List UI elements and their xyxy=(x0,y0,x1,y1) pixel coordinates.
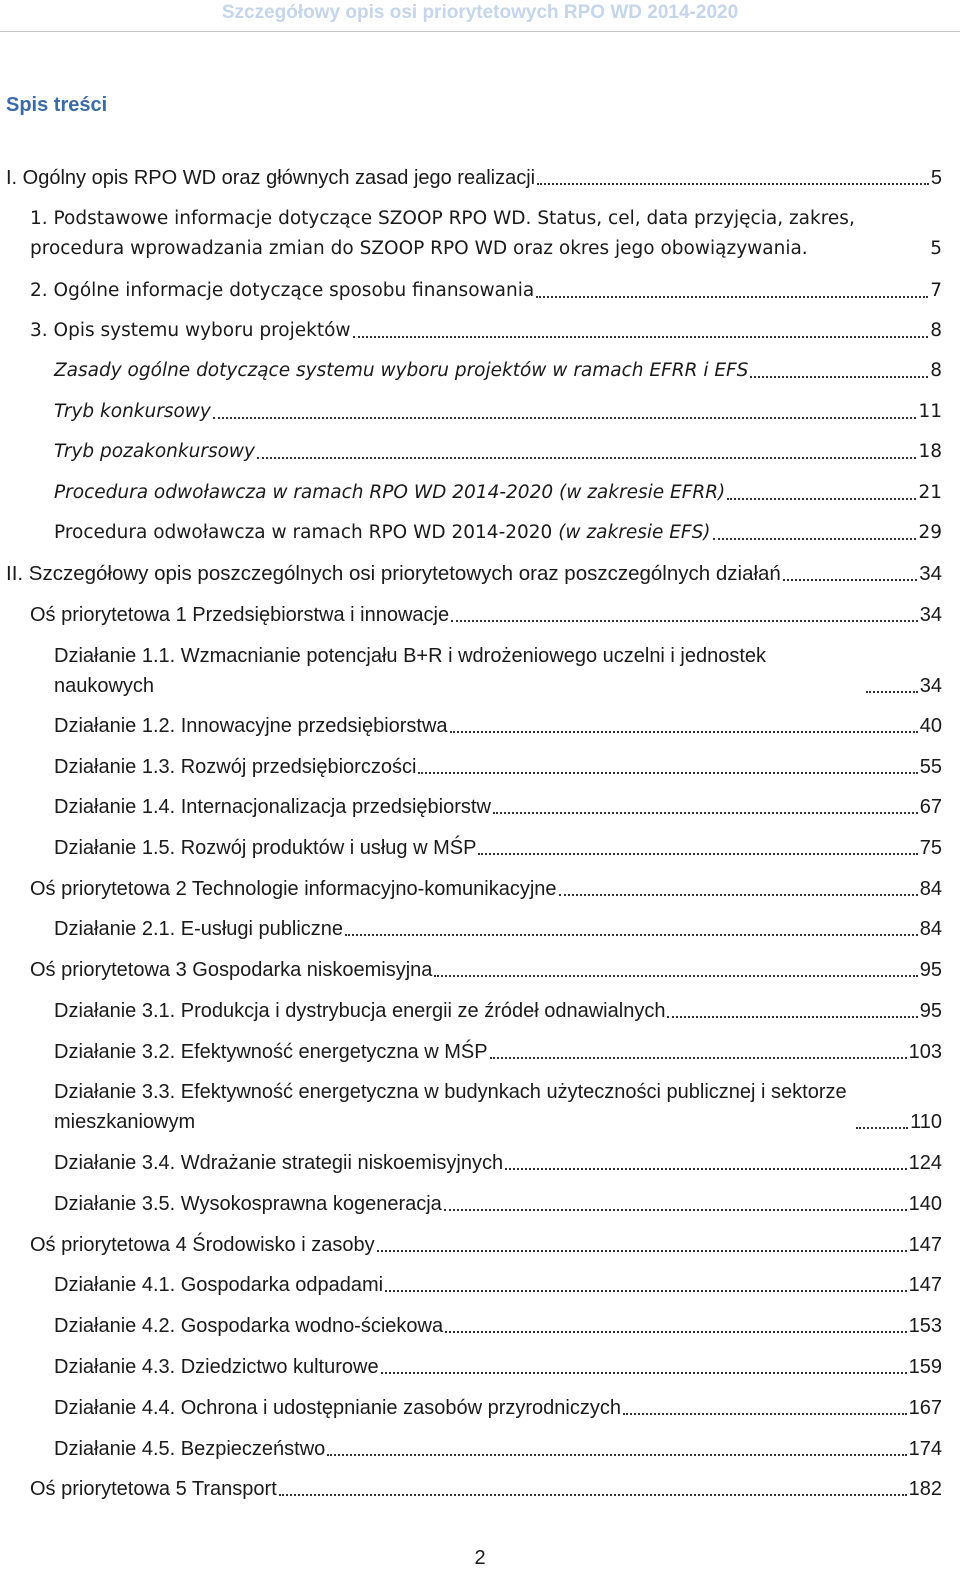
toc-entry-label: Oś priorytetowa 4 Środowisko i zasoby xyxy=(30,1234,375,1256)
toc-entry-label: Działanie 1.2. Innowacyjne przedsiębiorstwa xyxy=(54,715,448,737)
toc-entry-label: Oś priorytetowa 5 Transport xyxy=(30,1478,277,1500)
toc-entry-page: 5 xyxy=(930,238,942,259)
toc-entry[interactable] xyxy=(54,996,942,1026)
dot-leader xyxy=(418,772,917,774)
toc-entry[interactable] xyxy=(30,276,942,306)
toc-entry-page: 67 xyxy=(919,796,942,818)
toc-entry[interactable] xyxy=(54,1352,942,1382)
dot-leader xyxy=(505,1168,907,1170)
dot-leader xyxy=(490,1057,907,1059)
dot-leader xyxy=(750,376,928,378)
toc-entry[interactable] xyxy=(54,1434,942,1464)
toc-entry-label: Działanie 3.4. Wdrażanie strategii niskoemisyjnych xyxy=(54,1152,504,1174)
toc-entry-page: 159 xyxy=(908,1356,942,1378)
toc-entry-label: Działanie 3.1. Produkcja i dystrybucja energii ze źródeł odnawialnych xyxy=(54,1000,666,1022)
toc-entry-page: 147 xyxy=(908,1274,942,1296)
dot-leader xyxy=(856,1127,908,1129)
dot-leader xyxy=(783,579,917,581)
toc-entry[interactable] xyxy=(54,1311,942,1341)
dot-leader xyxy=(381,1372,907,1374)
dot-leader xyxy=(377,1250,907,1252)
running-header xyxy=(0,0,960,32)
toc-entry-page: 140 xyxy=(908,1193,942,1215)
toc-entry-label: Działanie 2.1. E-usługi publiczne xyxy=(54,918,344,940)
toc-entry-label: Zasady ogólne dotyczące systemu wyboru projektów w ramach EFRR i EFS xyxy=(54,360,749,381)
toc-entry-label: Oś priorytetowa 1 Przedsiębiorstwa i innowacje xyxy=(30,604,450,626)
toc-entry[interactable] xyxy=(30,600,942,630)
toc-entry-page: 29 xyxy=(918,522,942,543)
toc-entry-label: Działanie 1.5. Rozwój produktów i usług w MŚP xyxy=(54,837,477,859)
toc-entry-label: Działanie 4.4. Ochrona i udostępnianie zasobów przyrodniczych xyxy=(54,1397,621,1419)
toc-entry-page: 7 xyxy=(930,280,942,301)
header-title: Szczegółowy opis osi priorytetowych RPO WD 2014-2020 xyxy=(221,2,739,23)
dot-leader xyxy=(434,975,917,977)
toc-entry-label: Działanie 3.2. Efektywność energetyczna w MŚP xyxy=(54,1041,488,1063)
dot-leader xyxy=(451,620,918,622)
dot-leader xyxy=(537,183,929,185)
toc-entry[interactable] xyxy=(54,478,942,508)
toc-entry-page: 11 xyxy=(918,401,942,422)
toc-entry[interactable] xyxy=(30,955,942,985)
dot-leader xyxy=(493,812,918,814)
toc-entry[interactable] xyxy=(54,1037,942,1067)
toc-entry[interactable] xyxy=(54,833,942,863)
toc-entry-label: II. Szczegółowy opis poszczególnych osi priorytetowych oraz poszczególnych działań xyxy=(6,562,781,585)
dot-leader xyxy=(478,853,917,855)
toc-entry-label-main: Procedura odwoławcza w ramach RPO WD 2014-2020 xyxy=(54,522,559,543)
toc-entry[interactable] xyxy=(30,1474,942,1504)
toc-entry[interactable] xyxy=(6,163,942,193)
toc-entry-label: Działanie 3.3. Efektywność energetyczna w budynkach użyteczności publicznej i sektorze mieszkaniowym xyxy=(54,1081,847,1133)
toc-entry[interactable] xyxy=(54,792,942,822)
toc-entry[interactable] xyxy=(54,437,942,467)
dot-leader xyxy=(559,894,918,896)
toc-entry-page: 75 xyxy=(919,837,942,859)
dot-leader xyxy=(385,1290,907,1292)
toc-entry-label: Działanie 4.2. Gospodarka wodno-ściekowa xyxy=(54,1315,444,1337)
dot-leader xyxy=(667,1016,917,1018)
dot-leader xyxy=(279,1494,907,1496)
toc-entry-label: Działanie 4.3. Dziedzictwo kulturowe xyxy=(54,1356,379,1378)
toc-entry-page: 34 xyxy=(919,604,942,626)
toc-entry[interactable] xyxy=(54,711,942,741)
toc-entry-label: Tryb konkursowy xyxy=(54,401,211,422)
toc-entry-page: 103 xyxy=(908,1041,942,1063)
toc-entry-label: I. Ogólny opis RPO WD oraz głównych zasad jego realizacji xyxy=(6,167,536,189)
toc-entry-page: 84 xyxy=(919,918,942,940)
toc-entry-label: Działanie 3.5. Wysokosprawna kogeneracja xyxy=(54,1193,442,1215)
dot-leader xyxy=(345,934,918,936)
dot-leader xyxy=(444,1209,907,1211)
toc-entry-page: 40 xyxy=(919,715,942,737)
dot-leader xyxy=(536,296,928,298)
toc-entry[interactable] xyxy=(30,316,942,346)
toc-entry-page: 84 xyxy=(919,878,942,900)
toc-entry-page: 95 xyxy=(919,959,942,981)
toc-entry[interactable] xyxy=(54,1077,942,1137)
toc-entry-page: 174 xyxy=(908,1438,942,1460)
toc-entry-label: Działanie 4.5. Bezpieczeństwo xyxy=(54,1438,326,1460)
toc-entry-label: Oś priorytetowa 3 Gospodarka niskoemisyjna xyxy=(30,959,433,981)
toc-entry-label: 2. Ogólne informacje dotyczące sposobu finansowania xyxy=(30,280,535,301)
toc-entry[interactable] xyxy=(54,1270,942,1300)
toc-entry[interactable] xyxy=(54,1393,942,1423)
dot-leader xyxy=(727,498,916,500)
toc-entry-label: Działanie 1.3. Rozwój przedsiębiorczości xyxy=(54,756,417,778)
toc-entry-page: 8 xyxy=(930,360,942,381)
toc-entry-label: Procedura odwoławcza w ramach RPO WD 2014-2020 (w zakresie EFRR) xyxy=(54,482,726,503)
dot-leader xyxy=(327,1454,906,1456)
toc-entry[interactable] xyxy=(54,356,942,386)
toc-entry-page: 147 xyxy=(908,1234,942,1256)
toc-entry[interactable] xyxy=(54,1148,942,1178)
toc-entry-page: 182 xyxy=(908,1478,942,1500)
toc-entry[interactable] xyxy=(30,874,942,904)
toc-entry-page: 34 xyxy=(919,675,942,697)
dot-leader xyxy=(713,538,917,540)
toc-entry[interactable] xyxy=(54,752,942,782)
toc-entry-label: 3. Opis systemu wyboru projektów xyxy=(30,320,351,341)
toc-entry-page: 21 xyxy=(918,482,942,503)
dot-leader xyxy=(450,731,918,733)
toc-entry[interactable] xyxy=(30,1230,942,1260)
toc-entry-label: Oś priorytetowa 2 Technologie informacyjno-komunikacyjne xyxy=(30,878,557,900)
toc-entry-label-scope: (w zakresie EFS) xyxy=(558,522,711,543)
dot-leader xyxy=(866,691,918,693)
toc-entry-page: 5 xyxy=(930,167,942,189)
toc-entry-page: 110 xyxy=(910,1111,942,1133)
toc-entry-page: 55 xyxy=(919,756,942,778)
dot-leader xyxy=(257,457,916,459)
toc-entry-page: 34 xyxy=(919,562,942,585)
dot-leader xyxy=(353,336,929,338)
toc-title: Spis treści xyxy=(6,94,108,116)
toc-entry-label: Działanie 1.1. Wzmacnianie potencjału B+R i wdrożeniowego uczelni i jednostek naukowych xyxy=(54,645,767,697)
toc-entry[interactable] xyxy=(54,914,942,944)
dot-leader xyxy=(623,1413,907,1415)
toc-entry-page: 95 xyxy=(919,1000,942,1022)
toc-entry-page: 8 xyxy=(930,320,942,341)
toc-entry-page: 18 xyxy=(918,441,942,462)
toc-entry-label xyxy=(54,518,711,548)
toc-entry[interactable] xyxy=(30,204,942,264)
toc-entry-page: 153 xyxy=(908,1315,942,1337)
toc-entry-page: 167 xyxy=(908,1397,942,1419)
toc-entry-label: Działanie 4.1. Gospodarka odpadami xyxy=(54,1274,384,1296)
toc-entry-label: Działanie 1.4. Internacjonalizacja przedsiębiorstw xyxy=(54,796,491,818)
toc-entry-page: 124 xyxy=(908,1152,942,1174)
toc-entry-label: 1. Podstawowe informacje dotyczące SZOOP RPO WD. Status, cel, data przyjęcia, zakres, procedura wprowadzania zmian do SZOOP RPO WD oraz okres jego obowiązywania. xyxy=(30,208,855,259)
toc-entry[interactable] xyxy=(54,641,942,701)
toc-entry[interactable] xyxy=(54,518,942,548)
toc-entry[interactable] xyxy=(54,397,942,427)
dot-leader xyxy=(445,1331,907,1333)
page-number: 2 xyxy=(474,1547,486,1569)
toc-entry-label: Tryb pozakonkursowy xyxy=(54,441,255,462)
toc-entry[interactable] xyxy=(6,559,942,589)
dot-leader xyxy=(213,417,917,419)
toc-entry[interactable] xyxy=(54,1189,942,1219)
